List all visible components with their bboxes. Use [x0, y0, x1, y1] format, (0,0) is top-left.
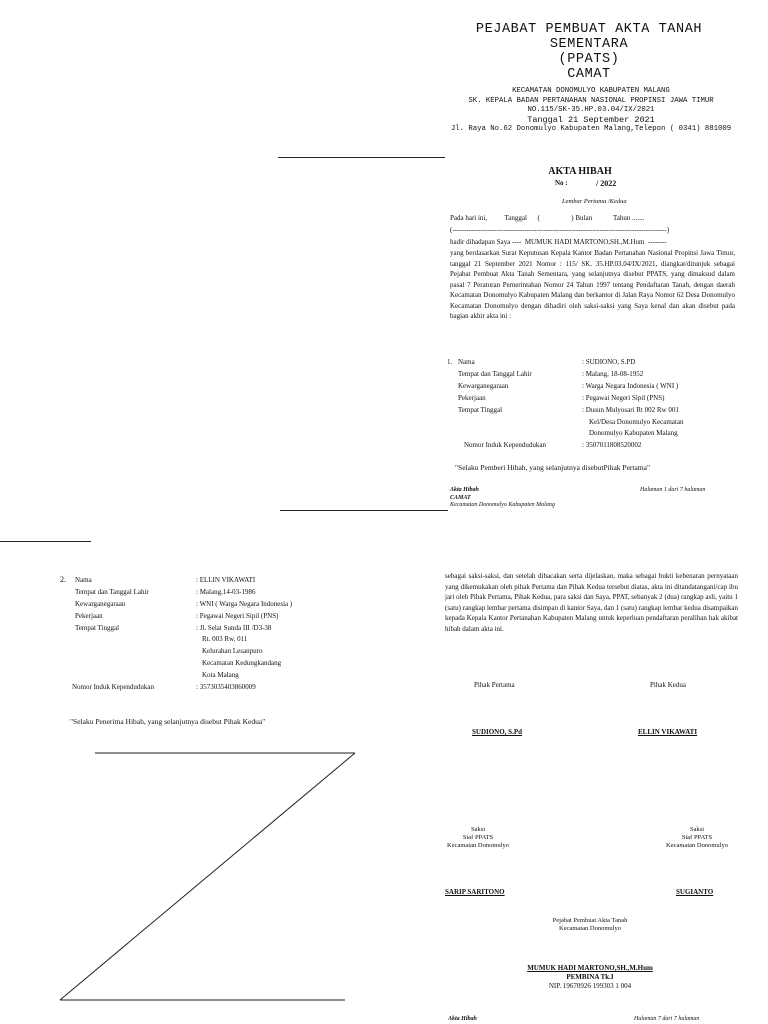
letterhead-title: PEJABAT PEMBUAT AKTA TANAH SEMENTARA (PPATS) CAMAT [475, 22, 703, 82]
day-line: Pada hari ini, Tanggal ( ) Bulan Tahun ....... [450, 214, 645, 222]
saksi-right-name: SUGIANTO [676, 888, 714, 896]
party2-address-line: Kelurahan Lesanpuro [202, 647, 263, 655]
ppat-nip: NIP. 19670926 199303 1 004 [548, 982, 632, 990]
closing-paragraph: sebagai saksi-saksi, dan setelah dibacakan serta dijelaskan, maka sebagai bukti kebenaran pernyataan yang dikemukakan oleh pihak Pertama dan Pihak Kedua tersebut diatas, akta ini ditandatangani/cap ibu jari oleh Pihak Pertama, Pihak Kedua, para saksi dan Saya, PPAT, sebanyak 2 (dua) rangkap asli, yaitu 1 (satu) rangkap lembar pertama disimpan di kantor Saya, dan 1 (satu) rangkap lembar kedua disampaikan kepada Kepala Kantor Pertanahan Kabupaten Malang untuk keperluan pendaftaran peralihan hak akibat hibah dalam akta ini. [445, 572, 738, 633]
party2-role-quote: "Selaku Penerima Hibah, yang selanjutnya disebut Pihak Kedua" [70, 717, 266, 726]
footer2-page-number: Halaman 7 dari 7 halaman [634, 1016, 700, 1022]
footer1-page-number: Halaman 1 dari 7 halaman [640, 487, 706, 493]
pihak-pertama-name: SUDIONO, S.Pd [472, 728, 522, 736]
party2-number: 2. [60, 575, 66, 584]
party1-value: : Dusun Mulyosari Rt 002 Rw 001 [582, 406, 679, 414]
party2-value: : ELLIN VIKAWATI [196, 576, 256, 584]
party1-label: Pekerjaan [458, 394, 486, 402]
ppat-signature-block [500, 964, 680, 991]
opening-paragraph: yang berdasarkan Surat Keputusan Kepala Kantor Badan Pertanahan Nasional Propinsi Jawa Timur, tanggal 21 September 2021 Nomor : 115/ SK. 35.HP.03.04/IX/2021, diangkat/ditunjuk sebagai Pejabat Pembuat Akta Tanah Sementara, yang selanjutnya disebut PPATS, yang dimaksud dalam pasal 7 Peraturan Pemerintahan Nomor 24 Tahun 1997 tentang Pendaftaran Tanah, dengan daerah Kecamatan Donomulyo Kabupaten Malang dan berkantor di Jalan Raya Nomor 62 Desa Donomulyo Kecamatan Donomulyo dengan dihadiri oleh saksi-saksi yang Saya kenal dan akan disebut pada bagian akhir akta ini : [450, 249, 735, 320]
saksi-right-title: Saksi Staf PPATS Kecamatan Donomulyo [666, 826, 728, 849]
dash-line: (--------------------------------------------------------------------------------------------) [450, 226, 670, 234]
pihak-pertama-label: Pihak Pertama [474, 681, 515, 689]
party2-value: : Malang,14-03-1986 [196, 588, 256, 596]
party1-value: : Warga Negara Indonesia ( WNI ) [582, 382, 679, 390]
party2-address-line: Kecamatan Kedungkandang [202, 659, 282, 667]
akta-number-value: / 2022 [596, 179, 617, 188]
akta-title: AKTA HIBAH [548, 166, 612, 177]
party2-value: : Pegawai Negeri Sipil (PNS) [196, 612, 279, 620]
lembar-label: Lembar Pertama /Kedua [562, 198, 627, 205]
footer1-doc-name: Akta Hibah [450, 487, 479, 493]
party2-value: : WNI ( Warga Negara Indonesia ) [196, 600, 293, 608]
party2-nik-label: Nomor Induk Kependudukan [72, 683, 155, 691]
party2-address-line: Rt. 003 Rw. 011 [202, 635, 248, 643]
ppat-title: Pejabat Pembuat Akta Tanah Kecamatan Donomulyo [552, 917, 628, 932]
party1-label: Tempat Tinggal [458, 406, 503, 414]
letterhead-subtitle: KECAMATAN DONOMULYO KABUPATEN MALANG SK. KEPALA BADAN PERTANAHAN NASIONAL PROPINSI JAWA TIMUR NO.115/SK-35.HP.03.04/IX/2021 Tanggal 21 September 2021 Jl. Raya No.62 Donomulyo Kabupaten Malang,Telepon ( 0341) 881009 [450, 87, 732, 134]
party1-label: Nama [458, 358, 475, 366]
party1-label: Kewarganegaraan [458, 382, 509, 390]
party1-role-quote: "Selaku Pemberi Hibah, yang selanjutnya disebutPihak Pertama" [455, 463, 651, 472]
party2-address-line: Kota Malang [202, 671, 239, 679]
party1-value: : Pegawai Negeri Sipil (PNS) [582, 394, 665, 402]
pihak-kedua-label: Pihak Kedua [650, 681, 686, 689]
party2-label: Pekerjaan [75, 612, 103, 620]
party1-value: : Malang, 18-08-1952 [582, 370, 644, 378]
party1-nik-label: Nomor Induk Kependudukan [464, 441, 547, 449]
pihak-kedua-name: ELLIN VIKAWATI [638, 728, 698, 736]
party2-value: : Jl. Selat Sunda III /D3-38 [196, 624, 272, 632]
party1-value: : SUDIONO, S.PD [582, 358, 636, 366]
appearing-before-line: hadir dihadapan Saya ---- MUMUK HADI MARTONO,SH.,M.Hum -------- [450, 238, 667, 246]
strike-diagonal-line [60, 753, 355, 1000]
footer1-office: Kecamatan Donomulyo Kabupaten Malang [450, 502, 555, 508]
party2-label: Tempat Tinggal [75, 624, 120, 632]
akta-number-label: No : [555, 179, 568, 187]
footer1-camat: CAMAT [450, 495, 471, 501]
party2-label: Nama [75, 576, 92, 584]
party2-label: Kewarganegaraan [75, 600, 126, 608]
ppat-rank: PEMBINA Tk.I [566, 973, 614, 981]
saksi-left-name: SARIP SARITONO [445, 888, 505, 896]
party2-nik-value: : 3573035403860009 [196, 683, 256, 691]
party1-address-line: Donomulyo Kabupaten Malang [589, 429, 678, 437]
party2-label: Tempat dan Tanggal Lahir [75, 588, 149, 596]
party1-label: Tempat dan Tanggal Lahir [458, 370, 532, 378]
footer2-doc-name: Akta Hibah [448, 1016, 477, 1022]
saksi-left-title: Saksi Staf PPATS Kecamatan Donomulyo [447, 826, 509, 849]
party1-number: 1. [447, 358, 453, 366]
party1-nik-value: : 3507011808520002 [582, 441, 642, 449]
party1-address-line: Kel/Desa Donomulyo Kecamatan [589, 418, 684, 426]
ppat-name: MUMUK HADI MARTONO,SH.,M.Hum [527, 964, 653, 972]
